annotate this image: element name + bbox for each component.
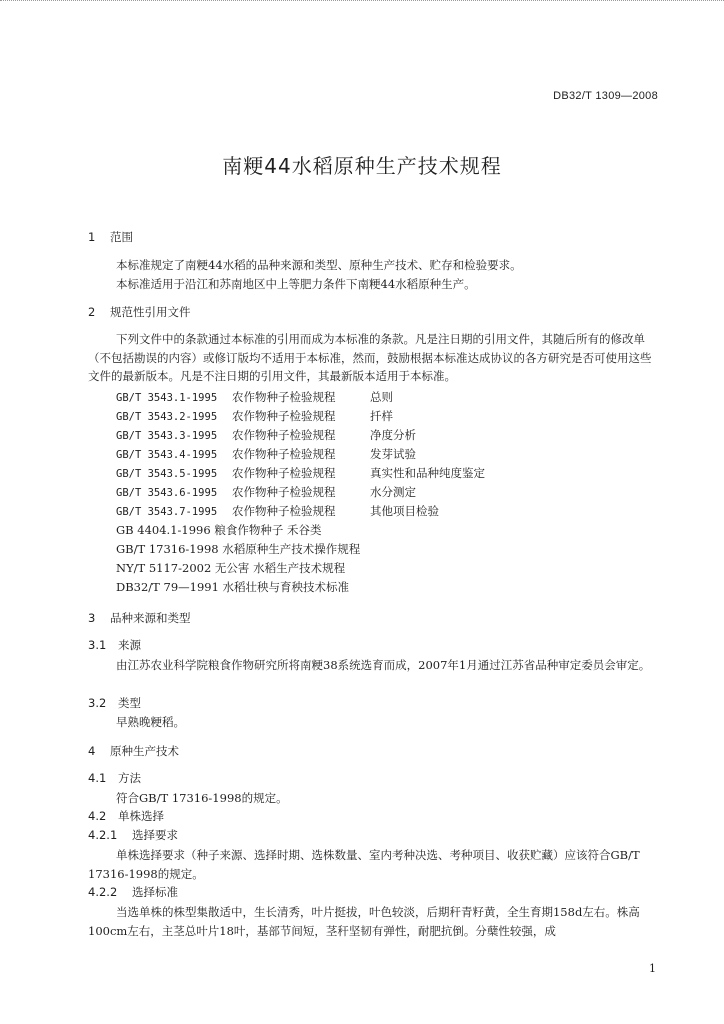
subsection-number: 3.2 bbox=[88, 696, 107, 710]
reference-item: DB32/T 79—1991 水稻壮秧与育秧技术标准 bbox=[116, 580, 350, 594]
subsection-3-2-heading bbox=[88, 695, 141, 711]
page-number: 1 bbox=[649, 962, 656, 975]
standard-number: DB32/T 1309—2008 bbox=[553, 90, 658, 102]
reference-part: 总则 bbox=[370, 390, 393, 404]
subsection-number: 4.1 bbox=[88, 771, 107, 785]
reference-item: GB 4404.1-1996 粮食作物种子 禾谷类 bbox=[116, 523, 322, 537]
section-4-heading bbox=[88, 743, 179, 759]
paragraph: 早熟晚粳稻。 bbox=[116, 715, 185, 729]
subsection-number: 4.2.2 bbox=[88, 885, 118, 899]
reference-item bbox=[116, 503, 439, 519]
reference-item bbox=[116, 427, 416, 443]
section-title: 原种生产技术 bbox=[110, 744, 179, 758]
section-number: 2 bbox=[88, 305, 96, 319]
reference-code: GB/T 3543.2-1995 bbox=[116, 411, 218, 423]
reference-part: 真实性和品种纯度鉴定 bbox=[370, 466, 485, 480]
reference-code: GB/T 3543.1-1995 bbox=[116, 392, 218, 404]
reference-name: 农作物种子检验规程 bbox=[232, 466, 336, 480]
paragraph: 本标准适用于沿江和苏南地区中上等肥力条件下南粳44水稻原种生产。 bbox=[116, 277, 476, 291]
section-number: 3 bbox=[88, 611, 96, 625]
section-2-heading bbox=[88, 304, 191, 320]
reference-code: GB/T 3543.4-1995 bbox=[116, 449, 218, 461]
reference-code: GB/T 3543.7-1995 bbox=[116, 506, 218, 518]
reference-name: 农作物种子检验规程 bbox=[232, 447, 336, 461]
reference-item bbox=[116, 484, 416, 500]
section-title: 规范性引用文件 bbox=[110, 305, 191, 319]
reference-item: NY/T 5117-2002 无公害 水稻生产技术规程 bbox=[116, 561, 346, 575]
section-number: 1 bbox=[88, 230, 96, 244]
reference-part: 水分测定 bbox=[370, 485, 416, 499]
reference-item bbox=[116, 446, 416, 462]
paragraph: 本标准规定了南粳44水稻的品种来源和类型、原种生产技术、贮存和检验要求。 bbox=[116, 258, 522, 272]
document-title: 南粳44水稻原种生产技术规程 bbox=[222, 154, 502, 178]
section-3-heading bbox=[88, 610, 191, 626]
reference-part: 净度分析 bbox=[370, 428, 416, 442]
reference-name: 农作物种子检验规程 bbox=[232, 390, 336, 404]
reference-item bbox=[116, 408, 393, 424]
reference-code: GB/T 3543.3-1995 bbox=[116, 430, 218, 442]
subsection-title: 方法 bbox=[118, 771, 141, 785]
section-number: 4 bbox=[88, 744, 96, 758]
subsection-title: 单株选择 bbox=[118, 809, 164, 823]
reference-item bbox=[116, 465, 485, 481]
subsection-3-1-heading bbox=[88, 637, 141, 653]
reference-part: 其他项目检验 bbox=[370, 504, 439, 518]
reference-code: GB/T 3543.6-1995 bbox=[116, 487, 218, 499]
reference-item: GB/T 17316-1998 水稻原种生产技术操作规程 bbox=[116, 542, 361, 556]
reference-part: 扦样 bbox=[370, 409, 393, 423]
paragraph: 下列文件中的条款通过本标准的引用而成为本标准的条款。凡是注日期的引用文件，其随后所有的修改单（不包括勘误的内容）或修订版均不适用于本标准，然而，鼓励根据本标准达成协议的各方研究是否可使用这些文件的最新版本。凡是不注日期的引用文件，其最新版本适用于本标准。 bbox=[88, 332, 652, 383]
reference-name: 农作物种子检验规程 bbox=[232, 485, 336, 499]
subsection-title: 类型 bbox=[118, 696, 141, 710]
section-title: 品种来源和类型 bbox=[110, 611, 191, 625]
subsection-4-2-1-heading bbox=[88, 827, 178, 843]
reference-name: 农作物种子检验规程 bbox=[232, 409, 336, 423]
subsection-4-1-heading bbox=[88, 770, 141, 786]
paragraph: 由江苏农业科学院粮食作物研究所将南粳38系统选育而成，2007年1月通过江苏省品种审定委员会审定。 bbox=[116, 658, 651, 672]
paragraph: 符合GB/T 17316-1998的规定。 bbox=[116, 791, 288, 805]
paragraph: 当选单株的株型集散适中，生长清秀，叶片挺拔，叶色较淡，后期秆青籽黄，全生育期158d左右。株高100cm左右，主茎总叶片18叶，基部节间短，茎秆坚韧有弹性，耐肥抗倒。分蘖性较强，成 bbox=[88, 905, 640, 938]
reference-name: 农作物种子检验规程 bbox=[232, 428, 336, 442]
section-1-heading bbox=[88, 229, 133, 245]
subsection-number: 4.2 bbox=[88, 809, 107, 823]
subsection-title: 选择标准 bbox=[132, 885, 178, 899]
paragraph: 单株选择要求（种子来源、选择时期、选株数量、室内考种决选、考种项目、收获贮藏）应该符合GB/T 17316-1998的规定。 bbox=[88, 848, 640, 881]
page-top-edge bbox=[0, 0, 724, 5]
reference-part: 发芽试验 bbox=[370, 447, 416, 461]
section-title: 范围 bbox=[110, 230, 133, 244]
subsection-number: 4.2.1 bbox=[88, 828, 118, 842]
subsection-4-2-heading bbox=[88, 808, 164, 824]
subsection-number: 3.1 bbox=[88, 638, 107, 652]
subsection-title: 来源 bbox=[118, 638, 141, 652]
reference-name: 农作物种子检验规程 bbox=[232, 504, 336, 518]
reference-code: GB/T 3543.5-1995 bbox=[116, 468, 218, 480]
subsection-4-2-2-heading bbox=[88, 884, 178, 900]
subsection-title: 选择要求 bbox=[132, 828, 178, 842]
reference-item bbox=[116, 389, 393, 405]
